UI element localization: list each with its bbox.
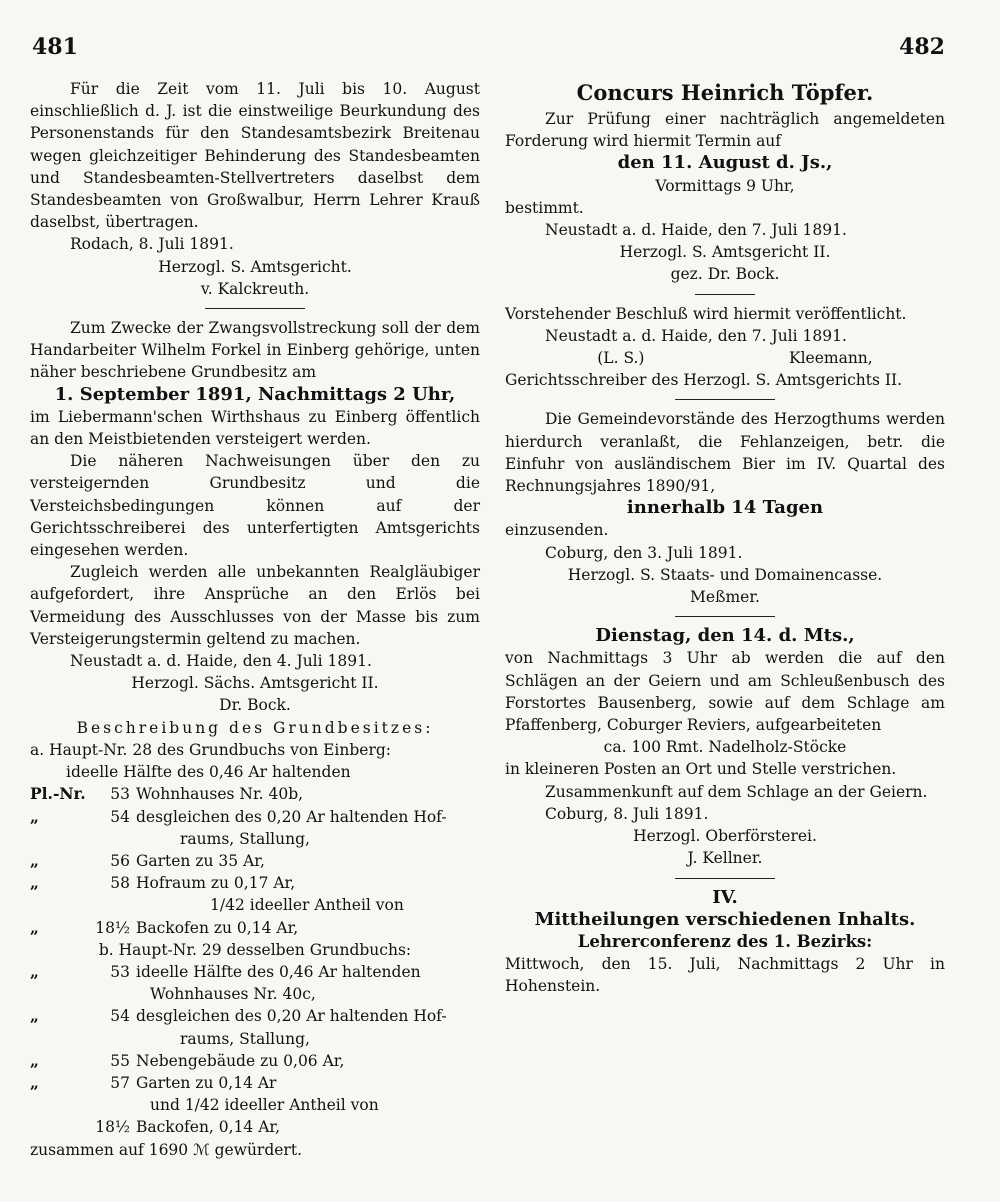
concurs-title: Concurs Heinrich Töpfer. <box>576 80 874 105</box>
property-list-b <box>30 961 480 1139</box>
concurs-signature: gez. Dr. Bock. <box>670 265 780 284</box>
section-heading: Mittheilungen verschiedenen Inhalts. <box>534 908 916 930</box>
clerk-name: Kleemann, <box>789 349 873 368</box>
property-item: „ 54 desgleichen des 0,20 Ar haltenden Hof- <box>30 806 447 826</box>
concurs-place-date: Neustadt a. d. Haide, den 7. Juli 1891. <box>545 221 847 240</box>
beer-notice-signature: Meßmer. <box>690 588 760 607</box>
concurs-body-2: bestimmt. <box>505 198 584 217</box>
concurs-court: Herzogl. S. Amtsgericht II. <box>619 243 831 262</box>
divider <box>675 399 775 400</box>
property-b-line: b. Haupt-Nr. 29 desselben Grundbuchs: <box>98 940 412 959</box>
divider <box>205 308 305 309</box>
property-total: zusammen auf 1690 ℳ gewürdert. <box>30 1140 302 1159</box>
wood-sale-body-2: in kleineren Posten an Ort und Stelle verstrichen. <box>505 760 897 779</box>
wood-sale-amount: ca. 100 Rmt. Nadelholz-Stöcke <box>603 738 847 757</box>
property-item-continued: raums, Stallung, <box>180 829 310 848</box>
wood-sale-date: Dienstag, den 14. d. Mts., <box>595 625 855 647</box>
property-item-continued: Wohnhauses Nr. 40c, <box>150 985 316 1004</box>
wood-sale-office: Herzogl. Oberförsterei. <box>633 827 817 846</box>
section-subheading: Lehrerconferenz des 1. Bezirks: <box>577 931 873 951</box>
divider <box>695 294 755 295</box>
property-item: „ 53 ideelle Hälfte des 0,46 Ar haltenden <box>30 961 421 981</box>
wood-sale-body-3: Zusammenkunft auf dem Schlage an der Geiern. <box>545 782 928 801</box>
property-list-a <box>30 783 480 938</box>
right-column <box>505 78 945 998</box>
property-item-continued: und 1/42 ideeller Antheil von <box>150 1096 379 1115</box>
beer-notice-place-date: Coburg, den 3. Juli 1891. <box>545 543 743 562</box>
property-a-line-2: ideelle Hälfte des 0,46 Ar haltenden <box>66 763 351 782</box>
auction-body-1: Zum Zwecke der Zwangsvollstreckung soll der dem Handarbeiter Wilhelm Forkel in Einberg gehörige, unten näher beschriebene Grundbesitz am <box>30 319 480 382</box>
divider <box>675 878 775 879</box>
property-item: „ 55 Nebengebäude zu 0,06 Ar, <box>30 1050 345 1070</box>
auction-body-4: Zugleich werden alle unbekannten Realgläubiger aufgefordert, ihre Ansprüche an den Erlös bei Vermeidung des Ausschlusses von der Masse bis zum Versteigerungstermin geltend zu machen. <box>30 563 480 648</box>
notice-registry-signature: v. Kalckreuth. <box>200 279 310 298</box>
left-column <box>30 78 480 1161</box>
beer-notice-body-2: einzusenden. <box>505 521 609 540</box>
auction-court: Herzogl. Sächs. Amtsgericht II. <box>131 674 379 693</box>
clerk-line <box>505 347 945 369</box>
concurs-body: Zur Prüfung einer nachträglich angemeldeten Forderung wird hiermit Termin auf <box>505 110 945 151</box>
concurs-publish: Vorstehender Beschluß wird hiermit veröffentlicht. <box>505 304 907 323</box>
divider <box>675 616 775 617</box>
auction-body-3: Die näheren Nachweisungen über den zu versteigernden Grundbesitz und die Versteichsbedingungen können auf der Gerichtsschreiberei des unterfertigten Amtsgerichts eingesehen werden. <box>30 452 480 560</box>
auction-date: 1. September 1891, Nachmittags 2 Uhr, <box>54 383 456 405</box>
seal-mark: (L. S.) <box>597 349 645 368</box>
page-number-left: 481 <box>32 34 78 60</box>
beer-notice-deadline: innerhalb 14 Tagen <box>626 497 824 519</box>
property-a-line-1: a. Haupt-Nr. 28 des Grundbuchs von Einberg: <box>30 740 392 759</box>
auction-place-date: Neustadt a. d. Haide, den 4. Juli 1891. <box>70 652 372 671</box>
clerk-title: Gerichtsschreiber des Herzogl. S. Amtsgerichts II. <box>505 371 903 390</box>
concurs-time: Vormittags 9 Uhr, <box>655 176 795 195</box>
page-number-right: 482 <box>899 34 945 60</box>
concurs-date: den 11. August d. Js., <box>617 152 833 174</box>
property-item: „ 18½ Backofen zu 0,14 Ar, <box>30 917 299 937</box>
notice-registry-body: Für die Zeit vom 11. Juli bis 10. August einschließlich d. J. ist die einstweilige Beurkundung des Personenstands für den Standesamtsbezirk Breitenau wegen gleichzeitiger Behinderung des Standesbeamten und Standesbeamten-Stellvertreters daselbst dem Standesbeamten von Großwalbur, Herrn Lehrer Krauß daselbst, übertragen. <box>30 80 480 232</box>
wood-sale-place-date: Coburg, 8. Juli 1891. <box>545 804 709 823</box>
property-item-continued: 1/42 ideeller Antheil von <box>210 896 404 915</box>
auction-body-2: im Liebermann'schen Wirthshaus zu Einberg öffentlich an den Meistbietenden versteigert werden. <box>30 407 480 449</box>
section-body: Mittwoch, den 15. Juli, Nachmittags 2 Uhr in Hohenstein. <box>505 955 945 996</box>
property-heading: Beschreibung des Grundbesitzes: <box>76 718 434 737</box>
notice-registry-place-date: Rodach, 8. Juli 1891. <box>70 235 234 254</box>
property-item: „ 56 Garten zu 35 Ar, <box>30 850 265 870</box>
section-numeral: IV. <box>712 886 738 908</box>
property-item: Pl.-Nr. 53 Wohnhauses Nr. 40b, <box>30 784 304 804</box>
wood-sale-body: von Nachmittags 3 Uhr ab werden die auf den Schlägen an der Geiern und am Schleußenbusch des Forstortes Bausenberg, sowie auf dem Schlage am Pfaffenberg, Coburger Reviers, aufgearbeiteten <box>505 649 945 735</box>
beer-notice-body: Die Gemeindevorstände des Herzogthums werden hierdurch veranlaßt, die Fehlanzeigen, betr. die Einfuhr von ausländischem Bier im IV. Quartal des Rechnungsjahres 1890/91, <box>505 410 945 496</box>
property-item-continued: raums, Stallung, <box>180 1029 310 1048</box>
property-item: „ 57 Garten zu 0,14 Ar <box>30 1072 277 1092</box>
property-item: „ 58 Hofraum zu 0,17 Ar, <box>30 873 296 893</box>
auction-signature: Dr. Bock. <box>219 696 291 715</box>
wood-sale-signature: J. Kellner. <box>687 849 763 868</box>
concurs-place-date-2: Neustadt a. d. Haide, den 7. Juli 1891. <box>545 326 847 345</box>
beer-notice-office: Herzogl. S. Staats- und Domainencasse. <box>567 565 883 584</box>
property-item: 18½ Backofen, 0,14 Ar, <box>95 1118 281 1137</box>
notice-registry-court: Herzogl. S. Amtsgericht. <box>158 257 352 276</box>
property-item: „ 54 desgleichen des 0,20 Ar haltenden Hof- <box>30 1006 447 1026</box>
